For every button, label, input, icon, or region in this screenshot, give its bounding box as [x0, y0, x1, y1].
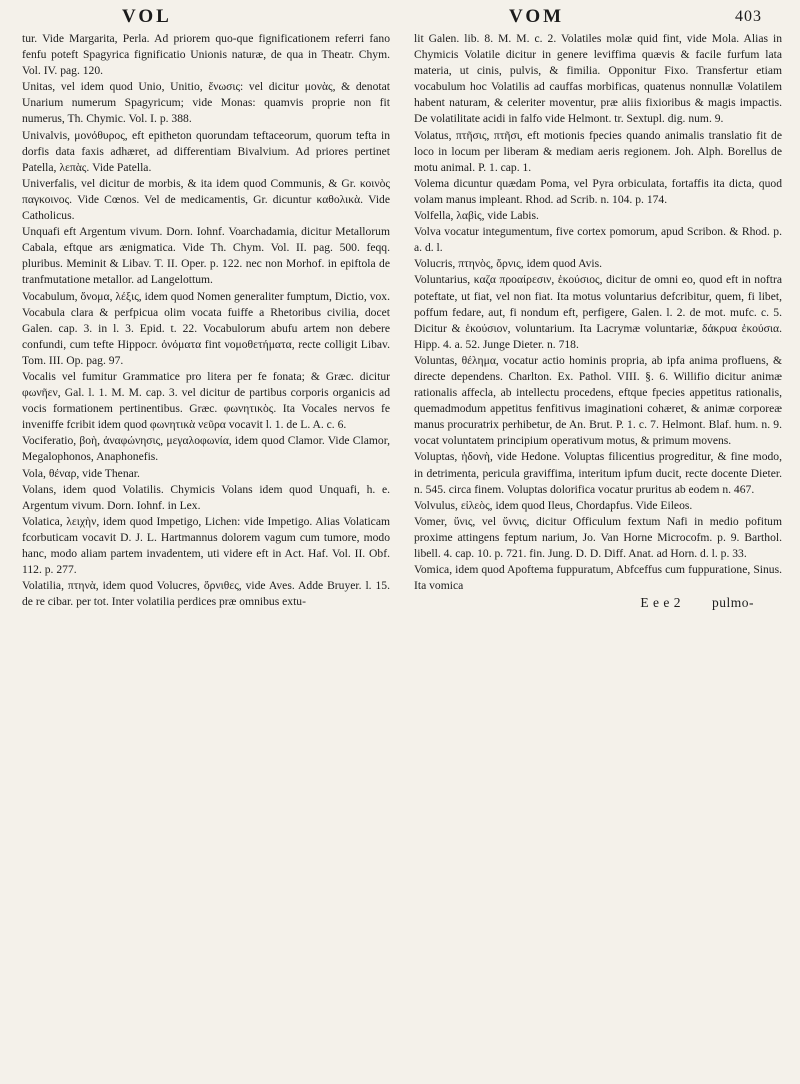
- signature-mark: E e e 2: [640, 595, 681, 611]
- entry-paragraph: Voluntas, θέλημα, vocatur actio hominis propria, ab ipfa anima profluens, & directe dependens. Charlton. Ex. Pathol. VIII. §. 6. Willifio dicitur animæ rationalis affecla, ab intellectu procedens, eftque fpecies appetitus rationalis, quemadmodum appetitus fenfitivus imaginationi cohæret, & animæ corporeæ manus procuratrix perhibetur, de An. Brut. P. 1. c. 7. Helmont. Blaf. hum. n. 9. vocat voluntatem principium operativum motus, & primum movens.: [414, 353, 782, 448]
- entry-paragraph: Volatilia, πτηνὰ, idem quod Volucres, ὄρνιθες, vide Aves. Adde Bruyer. l. 15. de re cibar. per tot. Inter volatilia perdices præ omnibus extu-: [22, 579, 390, 609]
- entry-paragraph: Volva vocatur integumentum, five cortex pomorum, apud Scribon. & Rhod. p. a. d. l.: [414, 225, 782, 255]
- text-columns: [22, 31, 782, 1071]
- catchword: pulmo-: [712, 595, 754, 611]
- entry-paragraph: tur. Vide Margarita, Perla. Ad priorem quo-que fignificationem referri fano fenfu poteft Spagyrica fignificatio Unionis naturæ, de qua in Theatr. Chym. Vol. IV. pag. 120.: [22, 32, 390, 78]
- entry-paragraph: Volucris, πτηνὸς, ὄρνις, idem quod Avis.: [414, 257, 603, 271]
- entry-paragraph: Univerfalis, vel dicitur de morbis, & ita idem quod Communis, & Gr. κοινὸς παγκοινος. Vide Cœnos. Vel de medicamentis, Gr. dicuntur καθολικὰ. Vide Catholicus.: [22, 176, 390, 223]
- entry-paragraph: Vola, θέναρ, vide Thenar.: [22, 466, 140, 480]
- header-left-guideword: VOL: [122, 6, 172, 27]
- entry-paragraph: lit Galen. lib. 8. M. M. c. 2. Volatiles molæ quid fint, vide Mola. Alias in Chymicis Volatile dicitur in genere leviffima quævis & facile furfum lata materia, ut cinis, pulvis, & fimilia. Opponitur Fixo. Transfertur etiam vocabulum hoc Volatilis ad cauffas morbificas, quatenus nonnullæ Volatilem habent naturam, & celeriter moventur, præ aliis fixioribus & magis impactis. De volatilitate acidi in falfo vide Helmont. tr. Sextupl. dig. num. 9.: [414, 32, 782, 126]
- entry-paragraph: Vocabulum, ὄνομα, λέξις, idem quod Nomen generaliter fumptum, Dictio, vox. Vocabula clara & perfpicua olim vocata fuiffe a Rhetoribus civilia, docet Galen. cap. 3. in l. 3. Epid. t. 22. Vocabulorum abufu artem non debere confundi, cum tefte Hippocr. ὀνόματα fint νομοθετήματα, recte colligit Libav. Tom. III. Op. pag. 97.: [22, 289, 390, 367]
- page-footer: [414, 595, 782, 611]
- entry-paragraph: Vociferatio, βοὴ, ἀναφώνησις, μεγαλοφωνία, idem quod Clamor. Vide Clamor, Megalophonos, Anaphonefis.: [22, 434, 390, 464]
- right-column: [414, 31, 782, 1071]
- entry-paragraph: Vomer, ὕνις, vel ὕννις, dicitur Officulum fextum Nafi in medio pofitum proxime attingens feptum narium, Jo. Van Horne Microcofm. p. 9. Barthol. libell. 4. cap. 10. p. 721. fin. Jung. D. D. Diff. Anat. ad Horn. d. l. p. 33.: [414, 514, 782, 560]
- entry-paragraph: Unitas, vel idem quod Unio, Unitio, ἕνωσις: vel dicitur μονὰς, & denotat Unarium numerum Spagyricum; vide Monas: quamvis proprie non fit numerus, Th. Chymic. Vol. I. p. 388.: [22, 80, 390, 126]
- entry-paragraph: Volatica, λειχὴν, idem quod Impetigo, Lichen: vide Impetigo. Alias Volaticam fcorbuticam vocavit D. J. L. Hartmannus dolorem vagum cum tumore, modo hanc, modo aliam partem invadentem, uti videre eft in Act. Haf. Vol. II. Obf. 112. p. 277.: [22, 514, 390, 577]
- entry-paragraph: Volema dicuntur quædam Poma, vel Pyra orbiculata, fortaffis ita dicta, quod volam manus impleant. Rhod. ad Scrib. n. 104. p. 174.: [414, 176, 782, 206]
- entry-paragraph: Voluntarius, καζα προαίρεσιν, ἑκούσιος, dicitur de omni eo, quod eft in noftra poteftate, ut fiat, vel non fiat. Ita motus voluntarius defcribitur, quem, fi libet, poffum fedare, aut, fi nondum eft, perfigere, Galen. l. 2. de mot. mufc. c. 5. Dicitur & ἑκούσιον, voluntarium. Ita Lacrymæ voluntariæ, δάκρυα ἑκούσια. Hipp. 4. a. 52. Junge Dieter. n. 718.: [414, 273, 782, 351]
- entry-paragraph: Voluptas, ἡδονὴ, vide Hedone. Voluptas filicentius progreditur, & fine modo, in detrimenta, pericula graviffima, interitum ipfum ducit, recte docente Dieter. n. 545. circa finem. Voluptas dolorifica vocatur pruritus ab eodem n. 467.: [414, 450, 782, 496]
- entry-paragraph: Volans, idem quod Volatilis. Chymicis Volans idem quod Unquafi, h. e. Argentum vivum. Dorn. Iohnf. in Lex.: [22, 482, 390, 512]
- entry-paragraph: Univalvis, μονόθυρος, eft epitheton quorundam teftaceorum, quorum tefta in dorfis data faxis adhæret, ad differentiam Bivalvium. Ad priores pertinet Patella, λεπὰς. Vide Patella.: [22, 128, 390, 174]
- entry-paragraph: Volatus, πτῆσις, πτῆσι, eft motionis fpecies quando animalis translatio fit de loco in locum per liberam & mediam aeris regionem. Joh. Alph. Borellus de motu animal. P. 1. cap. 1.: [414, 128, 782, 174]
- header-right-guideword: VOM: [509, 6, 565, 27]
- entry-paragraph: Volfella, λαβὶς, vide Labis.: [414, 209, 539, 223]
- entry-paragraph: Unquafi eft Argentum vivum. Dorn. Iohnf. Voarchadamia, dicitur Metallorum Cabala, eftque ars ænigmatica. Vide Th. Chym. Vol. II. pag. 500. feqq. pluribus. Meminit & Libav. T. II. Oper. p. 122. nec non Morhof. in epiftola de tranfmutatione metallor. ad Langelottum.: [22, 225, 390, 287]
- entry-paragraph: Volvulus, εἰλεὸς, idem quod Ileus, Chordapfus. Vide Eileos.: [414, 498, 693, 512]
- entry-paragraph: Vocalis vel fumitur Grammatice pro litera per fe fonata; & Græc. dicitur φωνῆεν, Gal. l. 1. M. M. cap. 3. vel dicitur de partibus corporis organicis ad vocis formationem pertinentibus. Græc. φωνητικὸς. Ita Vocales nervos fe inveniffe fcribit idem quod φωνητικὰ νεῦρα vocavit l. 1. de L. A. c. 6.: [22, 369, 390, 432]
- left-column: [22, 31, 390, 1071]
- page-number: 403: [735, 8, 762, 25]
- entry-paragraph: Vomica, idem quod Apoftema fuppuratum, Abfceffus cum fuppuratione, Sinus. Ita vomica: [414, 563, 782, 593]
